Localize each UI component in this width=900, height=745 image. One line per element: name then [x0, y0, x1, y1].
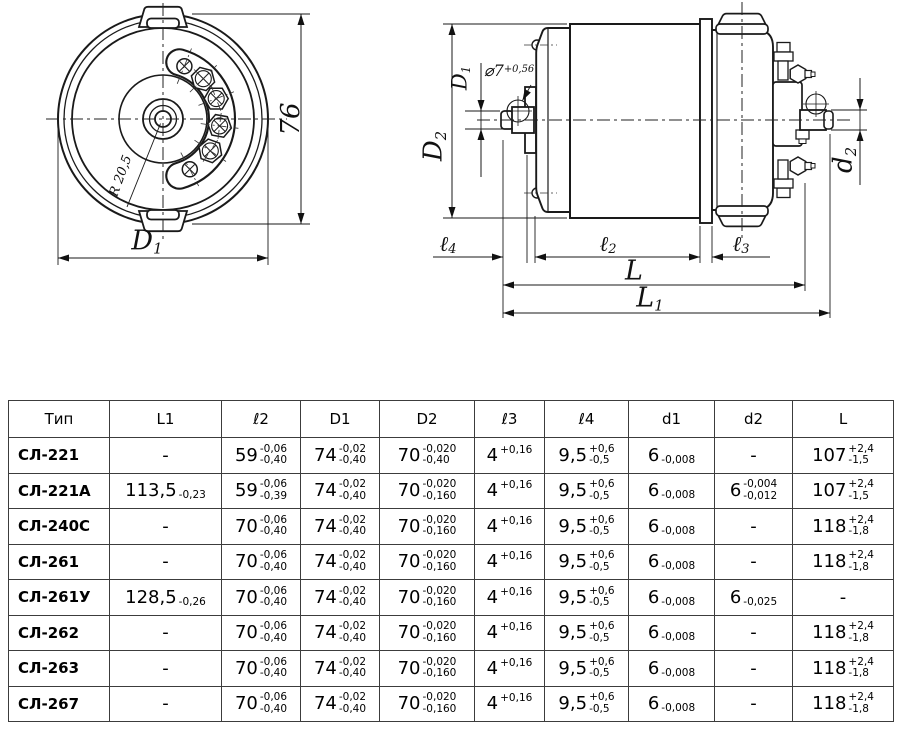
table-row — [9, 686, 894, 722]
value-cell: 4 +0,16 — [475, 651, 545, 687]
label-side-D1: $D_1$ — [447, 65, 473, 91]
label-L1: $L_1$ — [636, 282, 664, 315]
value-cell: - — [110, 686, 222, 722]
value-cell: 4 +0,16 — [475, 473, 545, 509]
dimensions-table — [8, 400, 894, 722]
value-cell: 118 +2,4 -1,8 — [793, 509, 894, 545]
table-row — [9, 473, 894, 509]
value-cell: 9,5 +0,6 -0,5 — [545, 686, 629, 722]
column-header: d1 — [629, 401, 715, 438]
label-l2: ℓ2 — [599, 231, 617, 258]
label-side-D2: $D_2$ — [418, 130, 450, 162]
value-cell: 4 +0,16 — [475, 544, 545, 580]
table-row — [9, 651, 894, 687]
value-cell: 70 -0,06 -0,40 — [222, 651, 301, 687]
label-radius: R 20,5 — [106, 153, 136, 199]
table-row — [9, 438, 894, 474]
value-cell: 6 -0,008 — [629, 580, 715, 616]
value-cell: 9,5 +0,6 -0,5 — [545, 438, 629, 474]
value-cell: 4 +0,16 — [475, 509, 545, 545]
column-header: D1 — [301, 401, 380, 438]
table-header-row — [9, 401, 894, 438]
value-cell: - — [793, 580, 894, 616]
value-cell: 118 +2,4 -1,8 — [793, 615, 894, 651]
value-cell: 6 -0,008 — [629, 473, 715, 509]
column-header: Тип — [9, 401, 110, 438]
value-cell: 9,5 +0,6 -0,5 — [545, 473, 629, 509]
value-cell: - — [715, 686, 793, 722]
value-cell: 70 -0,06 -0,40 — [222, 615, 301, 651]
table-row — [9, 544, 894, 580]
column-header: ℓ4 — [545, 401, 629, 438]
motor-type-cell: СЛ-221А — [9, 473, 110, 509]
table-row — [9, 509, 894, 545]
column-header: d2 — [715, 401, 793, 438]
value-cell: 74 -0,02 -0,40 — [301, 473, 380, 509]
value-cell: 107 +2,4 -1,5 — [793, 438, 894, 474]
table-row — [9, 580, 894, 616]
value-cell: - — [110, 651, 222, 687]
value-cell: 70 -0,020 -0,160 — [380, 580, 475, 616]
value-cell: 9,5 +0,6 -0,5 — [545, 615, 629, 651]
value-cell: - — [715, 651, 793, 687]
value-cell: 70 -0,020 -0,160 — [380, 651, 475, 687]
value-cell: 70 -0,020 -0,40 — [380, 438, 475, 474]
clamping-band — [700, 19, 712, 223]
value-cell: - — [110, 615, 222, 651]
label-l3: ℓ3 — [732, 231, 750, 258]
value-cell: - — [110, 544, 222, 580]
value-cell: 9,5 +0,6 -0,5 — [545, 580, 629, 616]
value-cell: 6 -0,004 -0,012 — [715, 473, 793, 509]
value-cell: 74 -0,02 -0,40 — [301, 580, 380, 616]
motor-type-cell: СЛ-221 — [9, 438, 110, 474]
value-cell: 6 -0,008 — [629, 686, 715, 722]
value-cell: 118 +2,4 -1,8 — [793, 686, 894, 722]
value-cell: 128,5 -0,26 — [110, 580, 222, 616]
value-cell: 118 +2,4 -1,8 — [793, 544, 894, 580]
label-76: 76 — [276, 102, 306, 136]
motor-type-cell: СЛ-261У — [9, 580, 110, 616]
side-view-drawing — [433, 2, 867, 318]
motor-type-cell: СЛ-261 — [9, 544, 110, 580]
value-cell: 70 -0,020 -0,160 — [380, 615, 475, 651]
value-cell: 6 -0,008 — [629, 438, 715, 474]
value-cell: 9,5 +0,6 -0,5 — [545, 544, 629, 580]
label-front-D1: $D_1$ — [131, 225, 163, 258]
motor-type-cell: СЛ-262 — [9, 615, 110, 651]
value-cell: 6 -0,008 — [629, 651, 715, 687]
motor-type-cell: СЛ-263 — [9, 651, 110, 687]
rear-terminal-bottom — [774, 157, 815, 198]
value-cell: 70 -0,020 -0,160 — [380, 544, 475, 580]
value-cell: 74 -0,02 -0,40 — [301, 615, 380, 651]
value-cell: 70 -0,06 -0,40 — [222, 686, 301, 722]
label-side-d2: $d_2$ — [828, 147, 860, 173]
value-cell: 118 +2,4 -1,8 — [793, 651, 894, 687]
table-row — [9, 615, 894, 651]
value-cell: 74 -0,02 -0,40 — [301, 509, 380, 545]
value-cell: 70 -0,06 -0,40 — [222, 509, 301, 545]
value-cell: 4 +0,16 — [475, 580, 545, 616]
front-view-drawing — [46, 3, 310, 265]
value-cell: 113,5 -0,23 — [110, 473, 222, 509]
rear-terminal-top — [774, 43, 815, 84]
motor-type-cell: СЛ-267 — [9, 686, 110, 722]
column-header: ℓ2 — [222, 401, 301, 438]
value-cell: 4 +0,16 — [475, 686, 545, 722]
value-cell: - — [715, 615, 793, 651]
value-cell: 70 -0,06 -0,40 — [222, 580, 301, 616]
value-cell: 6 -0,008 — [629, 544, 715, 580]
value-cell: - — [110, 509, 222, 545]
value-cell: 9,5 +0,6 -0,5 — [545, 509, 629, 545]
column-header: L1 — [110, 401, 222, 438]
value-cell: 6 -0,008 — [629, 509, 715, 545]
column-header: D2 — [380, 401, 475, 438]
front-centerlines — [46, 3, 287, 243]
value-cell: 74 -0,02 -0,40 — [301, 651, 380, 687]
value-cell: 4 +0,16 — [475, 615, 545, 651]
value-cell: 59 -0,06 -0,40 — [222, 438, 301, 474]
value-cell: 59 -0,06 -0,39 — [222, 473, 301, 509]
value-cell: 70 -0,020 -0,160 — [380, 686, 475, 722]
value-cell: 6 -0,025 — [715, 580, 793, 616]
column-header: ℓ3 — [475, 401, 545, 438]
value-cell: 9,5 +0,6 -0,5 — [545, 651, 629, 687]
label-L: L — [625, 255, 643, 287]
value-cell: 70 -0,020 -0,160 — [380, 473, 475, 509]
value-cell: 74 -0,02 -0,40 — [301, 686, 380, 722]
value-cell: - — [715, 438, 793, 474]
motor-type-cell: СЛ-240С — [9, 509, 110, 545]
motor-body — [570, 24, 700, 218]
value-cell: - — [715, 509, 793, 545]
value-cell: 4 +0,16 — [475, 438, 545, 474]
value-cell: 70 -0,020 -0,160 — [380, 509, 475, 545]
value-cell: 107 +2,4 -1,5 — [793, 473, 894, 509]
value-cell: - — [110, 438, 222, 474]
label-hole-dia: $⌀7^{+0,56}$ — [484, 61, 535, 80]
column-header: L — [793, 401, 894, 438]
value-cell: 70 -0,06 -0,40 — [222, 544, 301, 580]
value-cell: 74 -0,02 -0,40 — [301, 544, 380, 580]
label-l4: ℓ4 — [439, 231, 457, 258]
value-cell: - — [715, 544, 793, 580]
value-cell: 6 -0,008 — [629, 615, 715, 651]
value-cell: 74 -0,02 -0,40 — [301, 438, 380, 474]
